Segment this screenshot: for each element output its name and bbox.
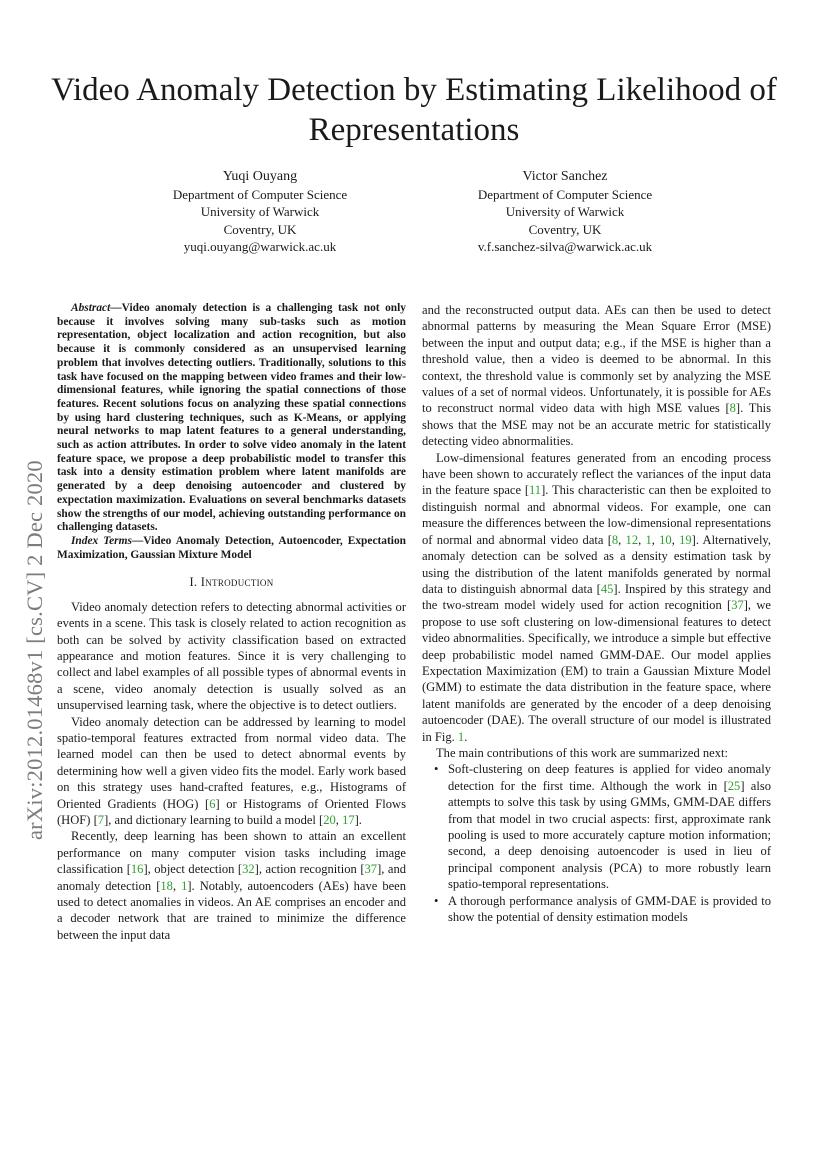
citation-link[interactable]: 1 xyxy=(181,878,188,893)
citation-link[interactable]: 12 xyxy=(625,532,639,547)
citation-link[interactable]: 10 xyxy=(659,532,672,547)
author-department: Department of Computer Science xyxy=(477,186,653,202)
citation-link[interactable]: 8 xyxy=(729,401,736,416)
citation-link[interactable]: 8 xyxy=(611,532,619,547)
citation-link[interactable]: 7 xyxy=(97,813,105,828)
figure-link[interactable]: 1 xyxy=(457,729,465,744)
citation-link[interactable]: 25 xyxy=(727,778,741,793)
citation-link[interactable]: 17 xyxy=(342,813,355,828)
arxiv-identifier[interactable]: arXiv:2012.01468v1 [cs.CV] 2 Dec 2020 xyxy=(22,460,47,840)
right-column xyxy=(422,302,771,925)
abstract-text: —Video anomaly detection is a challenging task not only because it involves solving many sub-tasks such as motion representation, object localization and action recognition, but also because it is commonly considered as an unsupervised learning problem that involves detecting outliers. Traditionally, solutions to this task have focused on the mapping between video frames and their low-dimensional features, while ignoring the spatial connections of those features. Recent solutions focus on analyzing these spatial connections by using hard clustering techniques, such as K-Means, or applying neural networks to map latent features to a general understanding, such as action attributes. In order to solve video anomaly in the latent feature space, we propose a deep probabilistic model to transfer this task into a density estimation problem where latent manifolds are generated by a deep denoising autoencoder and clustered by expectation maximization. Evaluations on several benchmarks datasets show the strengths of our model, achieving outstanding performance on challenging datasets. xyxy=(57,302,406,534)
left-column xyxy=(57,302,406,943)
author-department: Department of Computer Science xyxy=(172,186,348,202)
abstract-label: Abstract xyxy=(71,302,111,314)
paragraph: Video anomaly detection can be addressed by learning to model spatio-temporal features extracted from normal video data. The learned model can then be used to detect abnormal events by determining how well a given video fits the model. Early work based on this strategy uses hand-crafted features, e.g., Histograms of Oriented Gradients (HOG) [6] or Histograms of Oriented Flows (HOF) [7], and dictionary learning to build a model [20, 17]. xyxy=(57,714,406,828)
author-university: University of Warwick xyxy=(200,204,320,219)
author-email[interactable]: v.f.sanchez-silva@warwick.ac.uk xyxy=(477,239,653,254)
index-terms-text: —Video Anomaly Detection, Autoencoder, Expectation Maximization, Gaussian Mixture Model xyxy=(57,534,406,561)
citation-link[interactable]: 37 xyxy=(731,598,744,613)
citation-link[interactable]: 1 xyxy=(645,532,652,547)
paragraph: Low-dimensional features generated from an encoding process have been shown to accurately reflect the variances of the input data in the feature space [11]. This characteristic can then be exploited to distinguish normal and abnormal videos. For example, one can measure the differences between the low-dimensional representations of normal and abnormal video data [8, 12, 1, 10, 19]. Alternatively, anomaly detection can be solved as a density estimation task by using the distribution of the latent manifolds generated by normal data to distinguish abnormal data [45]. Inspired by this strategy and the two-stream model widely used for action recognition [37], we propose to use soft clustering on low-dimensional features to detect video abnormalities. Specifically, we introduce a simple but effective deep probabilistic model named GMM-DAE. Our model applies Expectation Maximization (EM) to train a Gaussian Mixture Model (GMM) to estimate the data distribution in the feature space, where latent manifolds are generated by the encoder of a deep denoising autoencoder (DAE). The overall structure of our model is illustrated in Fig. 1. xyxy=(422,450,772,744)
author-email[interactable]: yuqi.ouyang@warwick.ac.uk xyxy=(183,239,337,254)
citation-link[interactable]: 11 xyxy=(529,483,542,498)
citation-link[interactable]: 19 xyxy=(679,532,692,547)
paragraph: Video anomaly detection refers to detecting abnormal activities or events in a scene. This task is closely related to action recognition as both can be solved by activity classification based on extracted appearance and motion features. Since it is very challenging to collect and label examples of all possible types of abnormal events in a scene, video anomaly detection is usually solved as an unsupervised learning task, where the objective is to detect outliers. xyxy=(57,599,406,713)
paper-title: Video Anomaly Detection by Estimating Likelihood of Representations xyxy=(51,72,777,148)
citation-link[interactable]: 20 xyxy=(323,813,336,828)
index-terms xyxy=(57,535,406,562)
index-terms-label: Index Terms xyxy=(71,534,132,547)
citation-link[interactable]: 18 xyxy=(160,878,173,893)
author-location: Coventry, UK xyxy=(223,221,297,237)
abstract xyxy=(57,302,406,535)
author-location: Coventry, UK xyxy=(528,221,602,237)
section-heading: I. Introduction xyxy=(189,575,274,590)
citation-link[interactable]: 6 xyxy=(209,796,216,811)
paragraph: The main contributions of this work are summarized next: xyxy=(436,745,728,760)
paragraph: and the reconstructed output data. AEs can then be used to detect abnormal patterns by measuring the Mean Square Error (MSE) between the input and output data; e.g., if the MSE is higher than a threshold value, then a video is deemed to be abnormal. In this context, the threshold value is commonly set by analyzing the MSE values of a set of normal videos. Unfortunately, it is possible for AEs to reconstruct normal video data with high MSE values [8]. This shows that the MSE may not be an accurate metric for statistically detecting video abnormalities. xyxy=(422,303,772,449)
citation-link[interactable]: 45 xyxy=(600,581,614,596)
paragraph: Recently, deep learning has been shown to attain an excellent performance on many computer vision tasks including image classification [16], object detection [32], action recognition [37], and anomaly detection [18, 1]. Notably, autoencoders (AEs) have been used to detect anomalies in videos. An AE comprises an encoder and a decoder network that are trained to minimize the difference between the input data xyxy=(57,829,407,942)
author-university: University of Warwick xyxy=(505,204,625,219)
author-name: Victor Sanchez xyxy=(522,169,608,184)
list-item: • A thorough performance analysis of GMM-DAE is provided to show the potential of density estimation models xyxy=(422,893,771,926)
author-block-1 xyxy=(110,168,410,256)
list-item: • Soft-clustering on deep features is applied for video anomaly detection for the first time. Although the work in [25] also attempts to solve this task by using GMMs, GMM-DAE differs from that model in two crucial aspects: first, approximate rank pooling is used to more accurately capture motion information; second, a deep denoising autoencoder is used in lieu of principal component analysis (PCA) to more robustly learn spatio-temporal representations. xyxy=(422,761,771,892)
author-block-2 xyxy=(415,168,715,256)
citation-link[interactable]: 32 xyxy=(242,862,255,877)
contributions-list xyxy=(422,761,771,925)
citation-link[interactable]: 16 xyxy=(130,862,144,877)
citation-link[interactable]: 37 xyxy=(364,862,378,877)
author-name: Yuqi Ouyang xyxy=(222,169,298,184)
